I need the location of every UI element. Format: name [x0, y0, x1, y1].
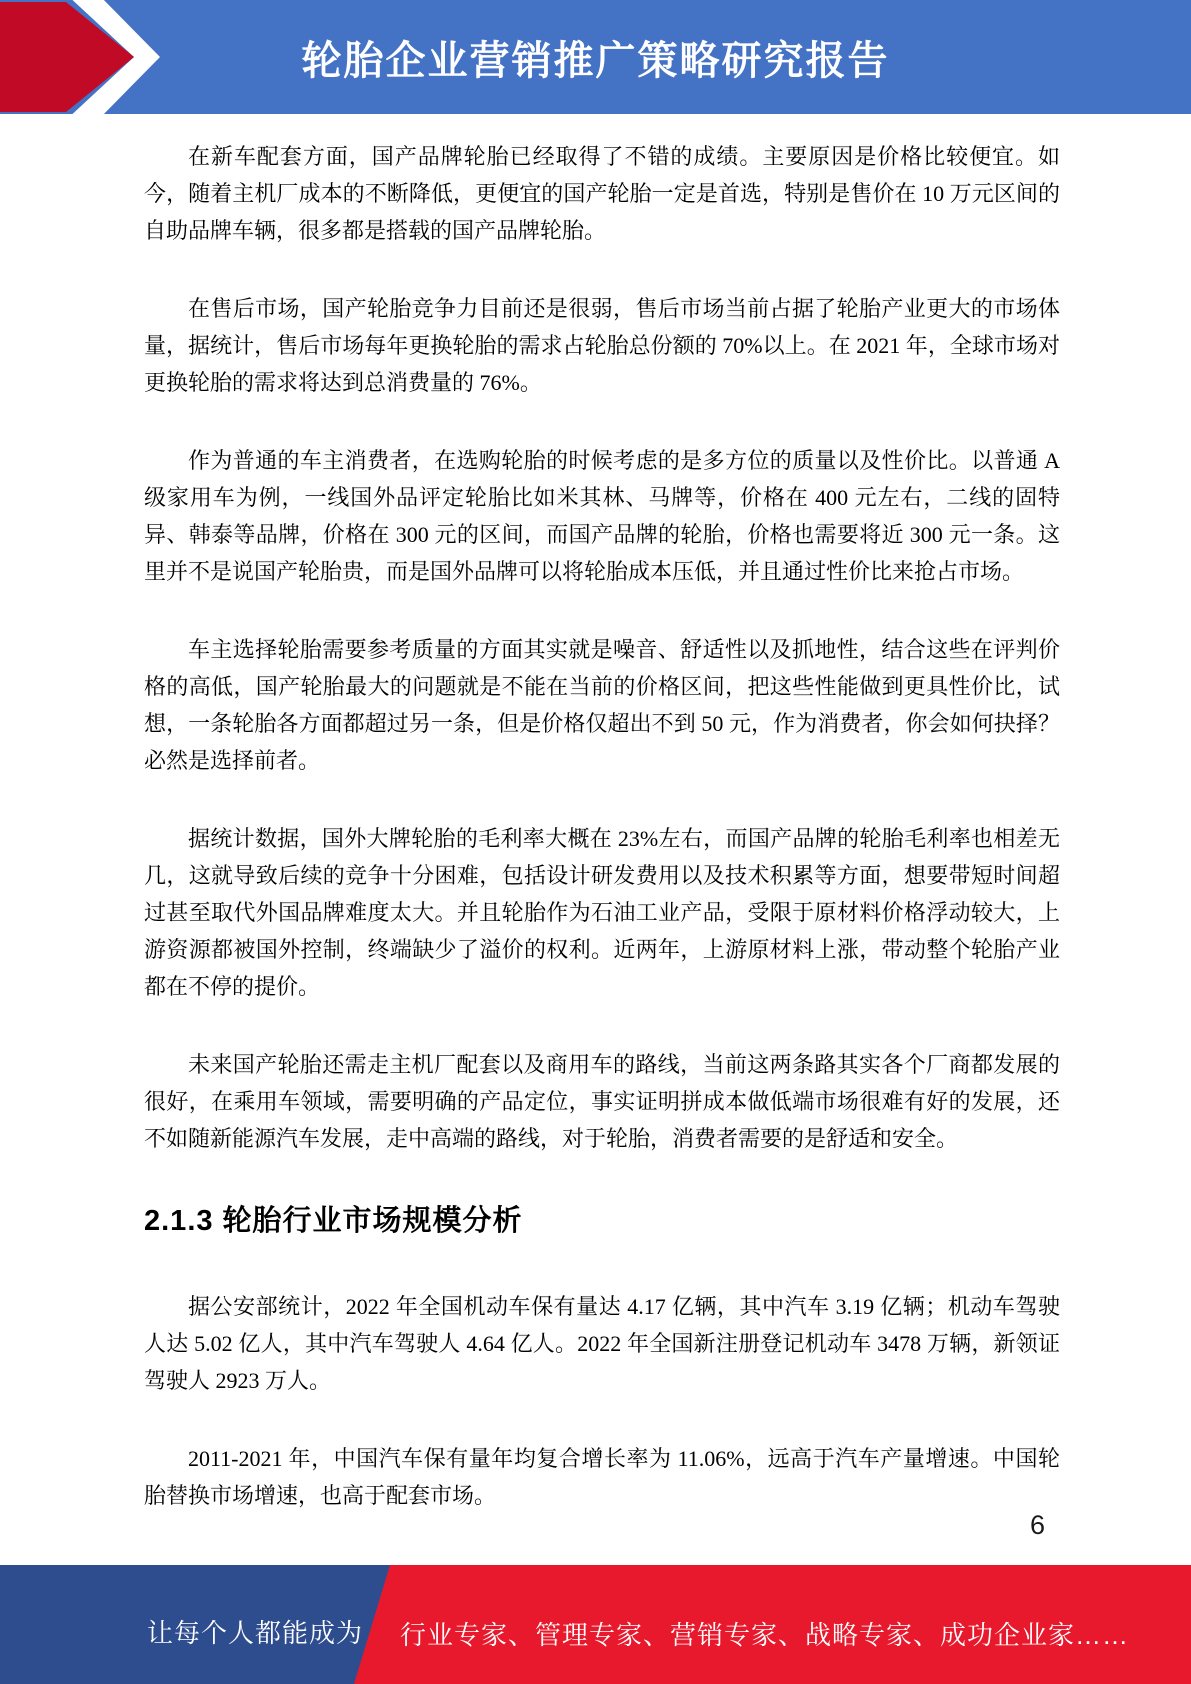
- paragraph: 2011-2021 年，中国汽车保有量年均复合增长率为 11.06%，远高于汽车产量增速。中国轮胎替换市场增速，也高于配套市场。: [144, 1446, 1060, 1508]
- page-content: [144, 114, 1060, 1555]
- paragraph: 在新车配套方面，国产品牌轮胎已经取得了不错的成绩。主要原因是价格比较便宜。如今，随着主机厂成本的不断降低，更便宜的国产轮胎一定是首选，特别是售价在 10 万元区间的自助品牌车辆，很多都是搭载的国产品牌轮胎。: [144, 144, 1060, 243]
- header-banner: [0, 0, 1191, 114]
- page-number: 6: [1030, 1510, 1046, 1540]
- section-heading: 2.1.3 轮胎行业市场规模分析: [144, 1205, 523, 1237]
- paragraph: 在售后市场，国产轮胎竞争力目前还是很弱，售后市场当前占据了轮胎产业更大的市场体量，据统计，售后市场每年更换轮胎的需求占轮胎总份额的 70%以上。在 2021 年，全球市场对更换轮胎的需求将达到总消费量的 76%。: [144, 296, 1060, 395]
- paragraph: 未来国产轮胎还需走主机厂配套以及商用车的路线，当前这两条路其实各个厂商都发展的很好，在乘用车领域，需要明确的产品定位，事实证明拼成本做低端市场很难有好的发展，还不如随新能源汽车发展，走中高端的路线，对于轮胎，消费者需要的是舒适和安全。: [144, 1052, 1060, 1151]
- report-title: 轮胎企业营销推广策略研究报告: [301, 38, 890, 83]
- paragraph: 据统计数据，国外大牌轮胎的毛利率大概在 23%左右，而国产品牌的轮胎毛利率也相差无几，这就导致后续的竞争十分困难，包括设计研发费用以及技术积累等方面，想要带短时间超过甚至取代外国品牌难度太大。并且轮胎作为石油工业产品，受限于原材料价格浮动较大，上游资源都被国外控制，终端缺少了溢价的权利。近两年，上游原材料上涨，带动整个轮胎产业都在不停的提价。: [144, 826, 1060, 999]
- footer-banner: [0, 1565, 1191, 1684]
- footer-slogan-left: 让每个人都能成为: [147, 1618, 364, 1648]
- paragraph: 据公安部统计，2022 年全国机动车保有量达 4.17 亿辆，其中汽车 3.19 亿辆；机动车驾驶人达 5.02 亿人，其中汽车驾驶人 4.64 亿人。2022 年全国新注册登记机动车 3478 万辆，新领证驾驶人 2923 万人。: [144, 1294, 1060, 1393]
- footer-slogan-right: 行业专家、管理专家、营销专家、战略专家、成功企业家……: [400, 1620, 1130, 1650]
- paragraph: 车主选择轮胎需要参考质量的方面其实就是噪音、舒适性以及抓地性，结合这些在评判价格的高低，国产轮胎最大的问题就是不能在当前的价格区间，把这些性能做到更具性价比，试想，一条轮胎各方面都超过另一条，但是价格仅超出不到 50 元，作为消费者，你会如何抉择？必然是选择前者。: [144, 637, 1060, 773]
- paragraph: 作为普通的车主消费者，在选购轮胎的时候考虑的是多方位的质量以及性价比。以普通 A 级家用车为例，一线国外品评定轮胎比如米其林、马牌等，价格在 400 元左右，二线的固特异、韩泰等品牌，价格在 300 元的区间，而国产品牌的轮胎，价格也需要将近 300 元一条。这里并不是说国产轮胎贵，而是国外品牌可以将轮胎成本压低，并且通过性价比来抢占市场。: [144, 448, 1060, 584]
